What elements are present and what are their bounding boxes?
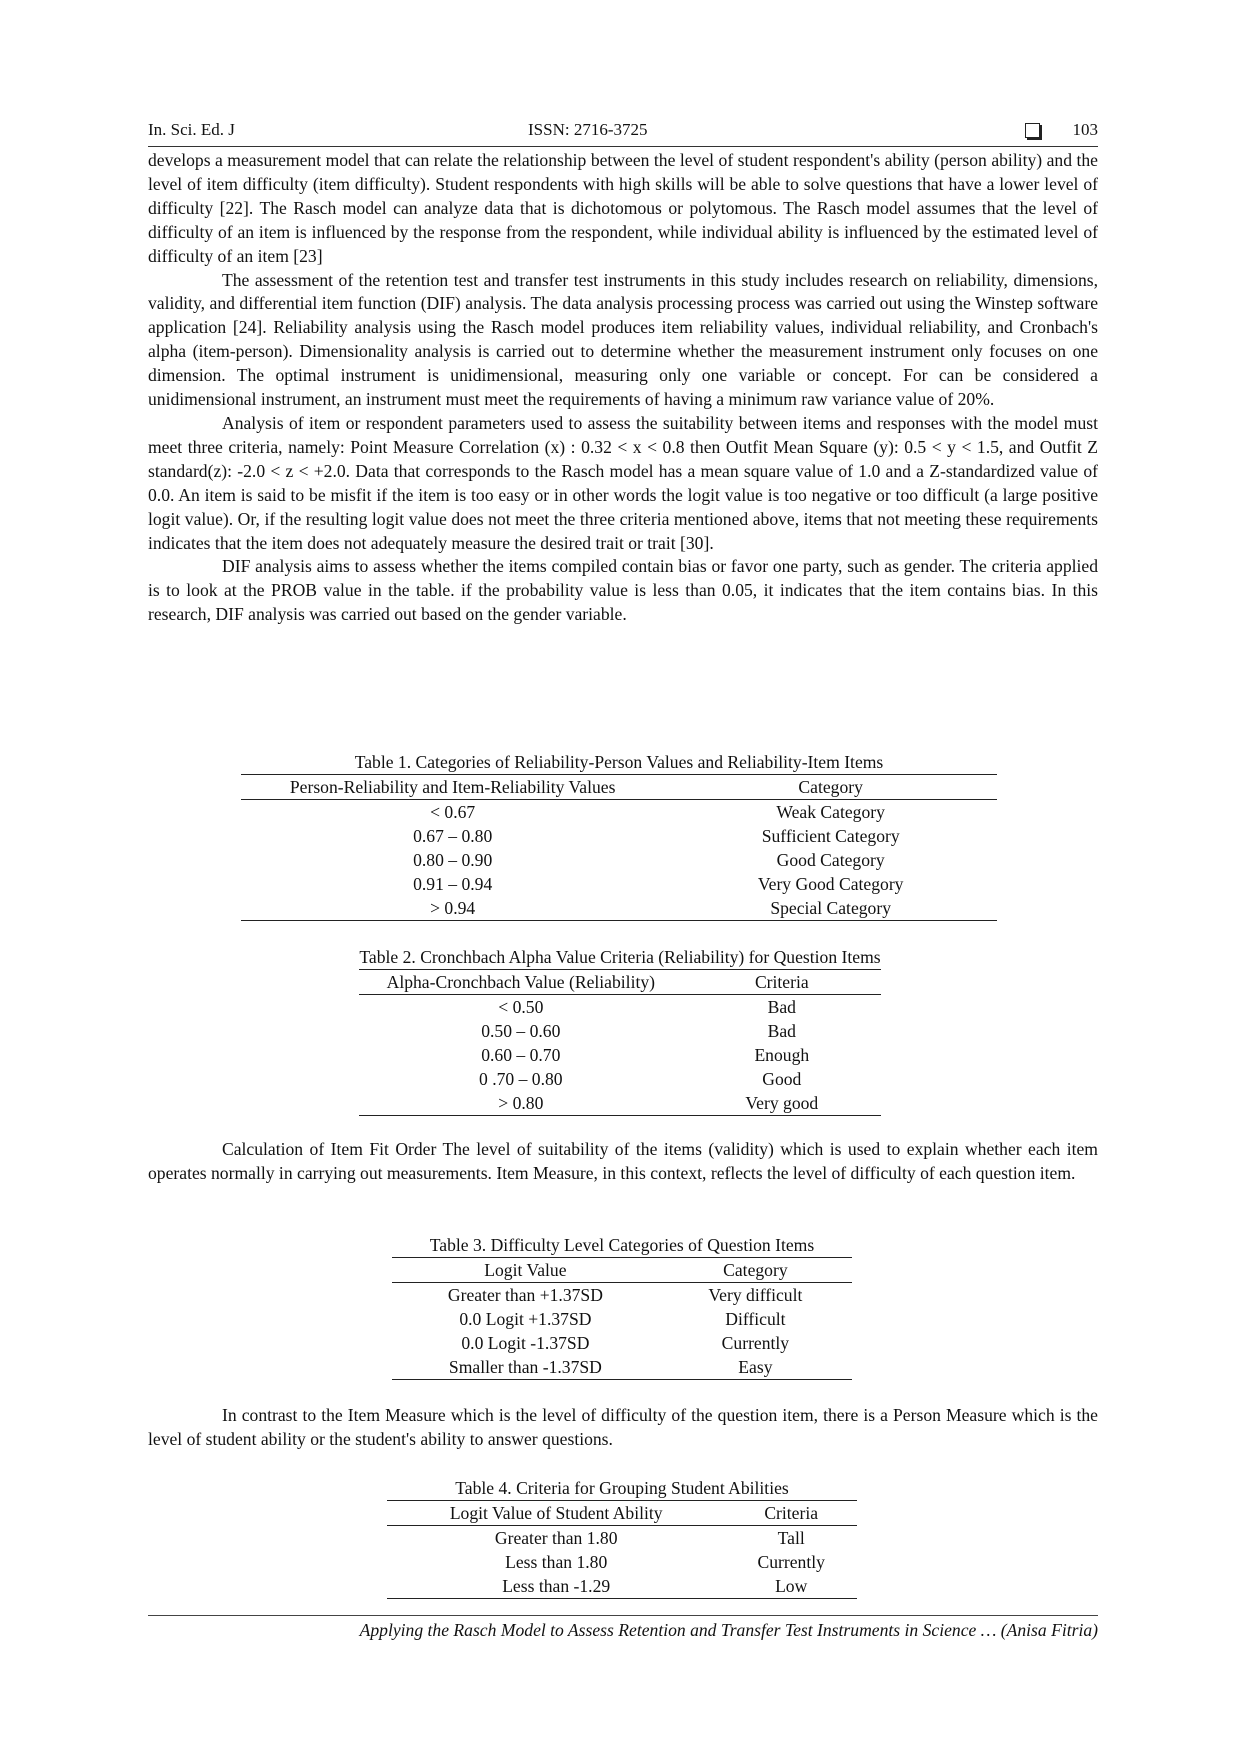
running-footer: Applying the Rasch Model to Assess Retention and Transfer Test Instruments in Science … (Anisa Fitria) xyxy=(359,1620,1098,1640)
table-row xyxy=(387,1574,857,1599)
table-cell: Difficult xyxy=(725,1309,786,1329)
table-cell: 0.50 – 0.60 xyxy=(481,1021,561,1041)
table-4-header-logit: Logit Value of Student Ability xyxy=(387,1501,725,1526)
issn: ISSN: 2716-3725 xyxy=(528,120,648,139)
table-3-header-logit: Logit Value xyxy=(392,1258,659,1283)
table-row xyxy=(241,896,997,921)
table-cell: Less than 1.80 xyxy=(505,1552,608,1572)
table-cell: 0.0 Logit -1.37SD xyxy=(461,1333,590,1353)
table-row xyxy=(392,1307,852,1331)
table-cell: Sufficient Category xyxy=(761,826,900,846)
table-row xyxy=(359,1067,881,1091)
table-2 xyxy=(359,945,881,1116)
table-cell: Good Category xyxy=(776,850,885,870)
table-cell: Weak Category xyxy=(776,802,885,822)
table-cell: Smaller than -1.37SD xyxy=(392,1355,659,1380)
table-cell: < 0.50 xyxy=(498,997,544,1017)
paragraph-dif: DIF analysis aims to assess whether the items compiled contain bias or favor one party, such as gender. The criteria applied is to look at the PROB value in the table. if the probability value is less than 0.05, it indicates that the item contains bias. In this research, DIF analysis was carried out based on the gender variable. xyxy=(148,556,1098,625)
table-row xyxy=(241,824,997,848)
paragraph-fit-criteria: Analysis of item or respondent parameters used to assess the suitability between items and responses with the model must meet three criteria, namely: Point Measure Correlation (x) : 0.32 < x < 0.8 then Outfit Mean Square (y): 0.5 < y < 1.5, and Outfit Z standard(z): -2.0 < z < +2.0. Data that corresponds to the Rasch model has a mean square value of 1.0 and a Z-standardized value of 0.0. An item is said to be misfit if the item is too easy or in other words the logit value is too negative or too difficult (a large positive logit value). Or, if the resulting logit value does not meet the three criteria mentioned above, items that not meeting these requirements indicates that the item does not adequately measure the desired trait or trait [30]. xyxy=(148,412,1098,553)
page-number: 103 xyxy=(1072,120,1098,139)
table-4-caption: Table 4. Criteria for Grouping Student Abilities xyxy=(455,1478,789,1498)
table-cell: 0.67 – 0.80 xyxy=(413,826,493,846)
table-2-header-criteria: Criteria xyxy=(683,970,881,995)
table-cell: Greater than +1.37SD xyxy=(447,1285,603,1305)
table-3-caption: Table 3. Difficulty Level Categories of Question Items xyxy=(429,1235,815,1255)
body-text-item-fit xyxy=(148,1138,1098,1186)
table-cell: Bad xyxy=(767,1021,796,1041)
table-cell: Very Good Category xyxy=(757,874,904,894)
footer-rule xyxy=(148,1615,1098,1616)
table-1-header-values: Person-Reliability and Item-Reliability Values xyxy=(241,775,664,800)
table-row xyxy=(241,848,997,872)
table-2-caption: Table 2. Cronchbach Alpha Value Criteria (Reliability) for Question Items xyxy=(359,947,881,967)
paragraph-item-fit: Calculation of Item Fit Order The level of suitability of the items (validity) which is used to explain whether each item operates normally in carrying out measurements. Item Measure, in this context, reflects the level of difficulty of each question item. xyxy=(148,1139,1098,1183)
table-cell: Easy xyxy=(659,1355,852,1380)
table-cell: Low xyxy=(725,1574,857,1599)
table-cell: 0.60 – 0.70 xyxy=(481,1045,561,1065)
table-2-header-alpha: Alpha-Cronchbach Value (Reliability) xyxy=(359,970,683,995)
table-cell: Special Category xyxy=(664,896,997,921)
table-cell: > 0.80 xyxy=(359,1091,683,1116)
paragraph-continued: develops a measurement model that can relate the relationship between the level of student respondent's ability (person ability) and the level of item difficulty (item difficulty). Student respondents with high skills will be able to solve questions that have a lower level of difficulty [22]. The Rasch model can analyze data that is dichotomous or polytomous. The Rasch model assumes that the level of difficulty of an item is influenced by the response from the respondent, while individual ability is influenced by the estimated level of difficulty of an item [23] xyxy=(148,150,1098,266)
table-row xyxy=(359,1091,881,1116)
table-cell: Tall xyxy=(777,1528,805,1548)
table-row xyxy=(241,800,997,825)
table-cell: < 0.67 xyxy=(430,802,476,822)
table-1 xyxy=(241,750,997,921)
table-4 xyxy=(387,1476,857,1599)
table-row xyxy=(359,1043,881,1067)
table-1-caption: Table 1. Categories of Reliability-Person Values and Reliability-Item Items xyxy=(354,752,884,772)
table-cell: Currently xyxy=(757,1552,825,1572)
table-3-header-category: Category xyxy=(659,1258,852,1283)
table-row xyxy=(392,1331,852,1355)
table-cell: Currently xyxy=(721,1333,790,1353)
table-4-header-criteria: Criteria xyxy=(725,1501,857,1526)
table-cell: Good xyxy=(762,1069,802,1089)
table-cell: 0.80 – 0.90 xyxy=(413,850,493,870)
paragraph-assessment: The assessment of the retention test and transfer test instruments in this study includes research on reliability, dimensions, validity, and differential item function (DIF) analysis. The data analysis processing process was carried out using the Winstep software application [24]. Reliability analysis using the Rasch model produces item reliability values, individual reliability, and Cronbach's alpha (item-person). Dimensionality analysis is carried out to determine whether the measurement instrument only focuses on one dimension. The optimal instrument is unidimensional, measuring only one variable or concept. For can be considered a unidimensional instrument, an instrument must meet the requirements of having a minimum raw variance value of 20%. xyxy=(148,269,1098,410)
table-cell: Enough xyxy=(754,1045,810,1065)
table-cell: Greater than 1.80 xyxy=(494,1528,618,1548)
table-cell: 0 .70 – 0.80 xyxy=(479,1069,563,1089)
table-cell: 0.0 Logit +1.37SD xyxy=(459,1309,592,1329)
table-1-header-category: Category xyxy=(664,775,997,800)
running-header xyxy=(148,120,1098,147)
table-row xyxy=(387,1550,857,1574)
table-row xyxy=(387,1526,857,1551)
table-cell: Very good xyxy=(683,1091,881,1116)
table-row xyxy=(359,1019,881,1043)
journal-name: In. Sci. Ed. J xyxy=(148,120,235,139)
table-cell: Less than -1.29 xyxy=(387,1574,725,1599)
table-row xyxy=(392,1355,852,1380)
table-row xyxy=(359,995,881,1020)
square-box-icon xyxy=(1025,123,1040,138)
table-cell: 0.91 – 0.94 xyxy=(413,874,493,894)
paragraph-person-measure: In contrast to the Item Measure which is the level of difficulty of the question item, there is a Person Measure which is the level of student ability or the student's ability to answer questions. xyxy=(148,1405,1098,1449)
table-row xyxy=(392,1283,852,1308)
table-cell: > 0.94 xyxy=(241,896,664,921)
table-cell: Very difficult xyxy=(708,1285,803,1305)
body-text-person-measure xyxy=(148,1404,1098,1452)
body-text-top xyxy=(148,149,1098,627)
table-cell: Bad xyxy=(767,997,796,1017)
table-3 xyxy=(392,1233,852,1380)
table-row xyxy=(241,872,997,896)
